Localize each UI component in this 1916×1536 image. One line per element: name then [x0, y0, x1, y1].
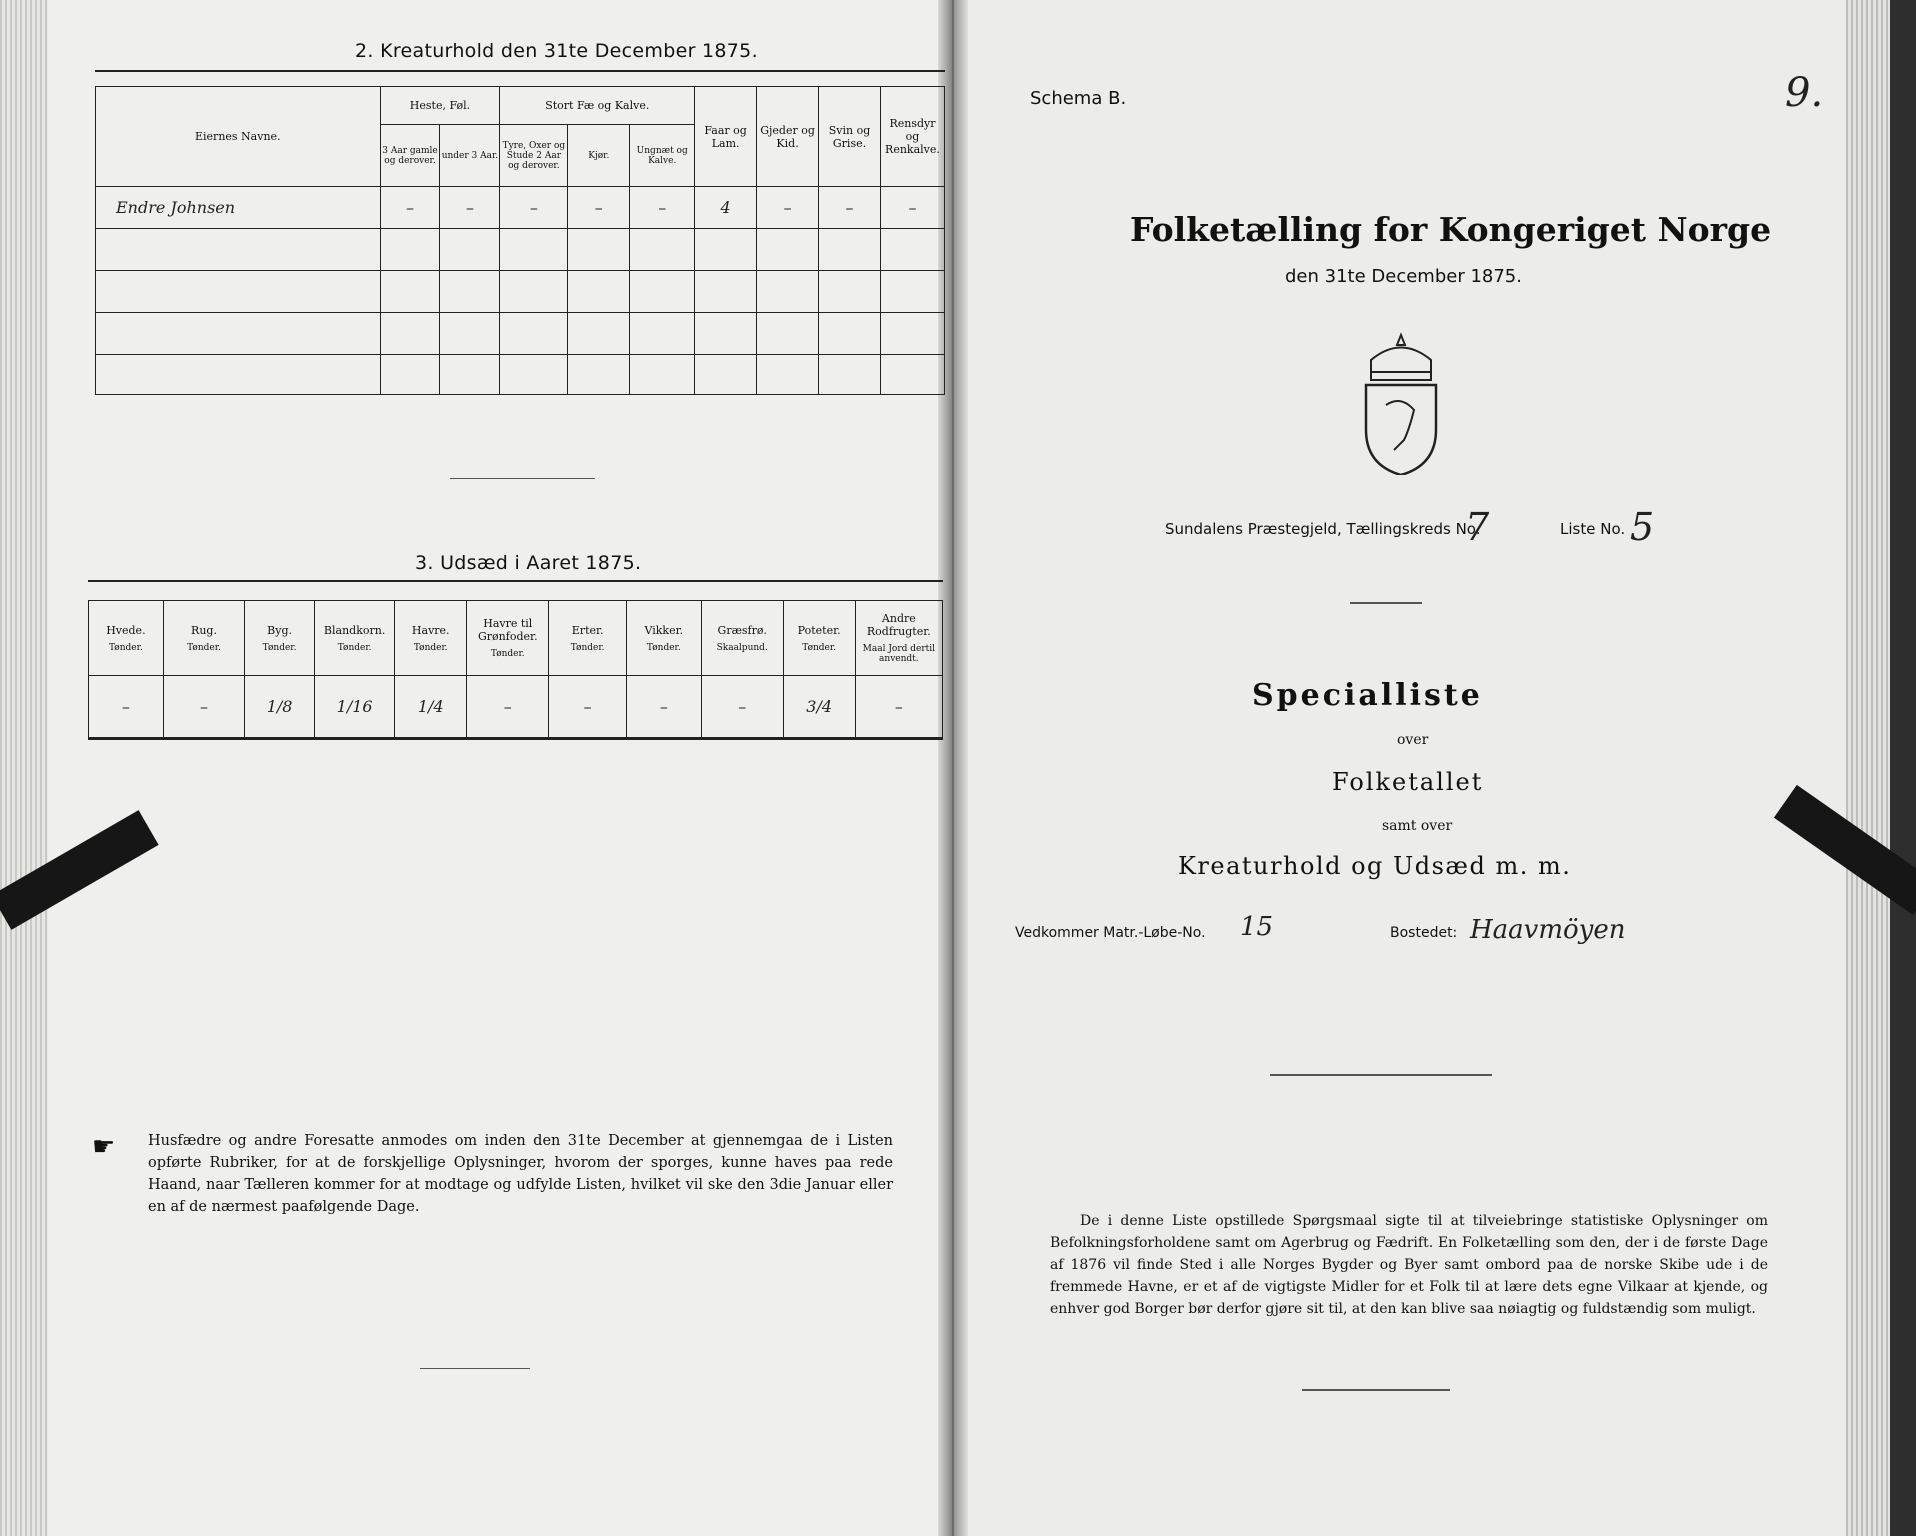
- table-cell: –: [440, 187, 500, 229]
- footer-notice: De i denne Liste opstillede Spørgsmaal sigte til at tilveiebringe statistiske Oplysninger om Befolkningsforholdene samt om Agerbrug og Fædrift. En Folketælling som den, der i de første Dage af 1876 vil finde Sted i alle Norges Bygder og Byer samt ombord paa de norske Skibe ude i de fremmede Havne, er et af de vigtigste Midler for et Folk til at lære dets egne Vilkaar at kjende, og enhver god Borger bør derfor gjøre sit til, at den kan blive saa nøiagtig og fuldstændig som muligt.: [1050, 1213, 1768, 1317]
- seed-value-cell: 1/8: [245, 676, 315, 738]
- seed-value-cell: 1/16: [314, 676, 394, 738]
- col-horses-young: under 3 Aar.: [440, 125, 500, 187]
- over-text: over: [1397, 732, 1429, 748]
- liste-number: 5: [1630, 505, 1655, 549]
- seed-value-cell: –: [626, 676, 701, 738]
- seed-col-header: [701, 601, 783, 676]
- seed-col-name: Græsfrø.: [717, 623, 767, 637]
- specialliste-title: Specialliste: [1252, 678, 1483, 713]
- folketallet-text: Folketallet: [1332, 768, 1484, 796]
- pointing-hand-icon: ☛: [92, 1132, 116, 1162]
- section2-title: 2. Kreaturhold den 31te December 1875.: [355, 40, 758, 62]
- seed-col-header: [395, 601, 467, 676]
- census-date: den 31te December 1875.: [1285, 266, 1522, 287]
- seed-col-unit: Tønder.: [187, 642, 221, 653]
- left-page-edge: [0, 0, 48, 1536]
- col-owner-header: Eiernes Navne.: [96, 87, 381, 187]
- seed-col-name: Havre.: [411, 623, 450, 637]
- seed-col-name: Vikker.: [644, 623, 684, 637]
- table-cell: –: [819, 187, 881, 229]
- seed-value-cell: 3/4: [783, 676, 855, 738]
- seed-col-header: [314, 601, 394, 676]
- seed-value-cell: –: [855, 676, 942, 738]
- scanner-border: [1890, 0, 1916, 1536]
- matr-number: 15: [1240, 912, 1274, 942]
- samt-over-text: samt over: [1382, 818, 1453, 834]
- section3-title: 3. Udsæd i Aaret 1875.: [415, 552, 642, 574]
- seed-col-header: [783, 601, 855, 676]
- coat-of-arms-icon: [1346, 330, 1456, 475]
- seed-col-name: Blandkorn.: [323, 623, 386, 637]
- table-row-empty: [96, 271, 945, 313]
- livestock-table: [95, 86, 945, 395]
- divider: [450, 478, 595, 479]
- section3-bottom-rule: [88, 738, 943, 740]
- table-row-empty: [96, 355, 945, 395]
- col-horses-header: Heste, Føl.: [380, 87, 500, 125]
- seed-value-cell: –: [701, 676, 783, 738]
- schema-label: Schema B.: [1030, 88, 1127, 109]
- seed-value-cell: –: [467, 676, 549, 738]
- table-row-empty: [96, 229, 945, 271]
- seed-col-header: [89, 601, 164, 676]
- seed-col-header: [467, 601, 549, 676]
- seed-col-header: [549, 601, 627, 676]
- table-row: [96, 187, 945, 229]
- seed-value-cell: –: [89, 676, 164, 738]
- page-number: 9.: [1785, 70, 1824, 116]
- section2-top-rule: [95, 70, 945, 72]
- seed-col-name: Erter.: [571, 623, 604, 637]
- col-goats-header: Gjeder og Kid.: [757, 87, 819, 187]
- seed-col-unit: Skaalpund.: [716, 642, 768, 653]
- seed-col-header: [163, 601, 244, 676]
- bosted-label: Bostedet:: [1390, 925, 1458, 941]
- seed-col-unit: Tønder.: [337, 642, 372, 653]
- seed-col-unit: Tønder.: [262, 642, 297, 653]
- seed-col-unit: Maal Jord dertil anvendt.: [862, 644, 936, 664]
- seed-value-cell: –: [549, 676, 627, 738]
- table-cell: –: [380, 187, 440, 229]
- col-cattle-header: Stort Fæ og Kalve.: [500, 87, 695, 125]
- seed-value-cell: –: [163, 676, 244, 738]
- divider: [1302, 1389, 1450, 1391]
- table-cell: –: [568, 187, 630, 229]
- col-sheep-header: Faar og Lam.: [695, 87, 757, 187]
- seed-col-name: Poteter.: [797, 623, 841, 637]
- divider: [1350, 602, 1422, 604]
- table-cell: –: [880, 187, 944, 229]
- table-cell: 4: [695, 187, 757, 229]
- table-cell: –: [630, 187, 695, 229]
- section3-top-rule: [88, 580, 943, 582]
- owner-name-cell: Endre Johnsen: [96, 187, 381, 229]
- col-pigs-header: Svin og Grise.: [819, 87, 881, 187]
- seed-col-unit: Tønder.: [109, 642, 143, 653]
- col-cattle-young: Ungnæt og Kalve.: [630, 125, 695, 187]
- seed-col-header: [855, 601, 942, 676]
- divider: [1270, 1074, 1492, 1076]
- seed-col-unit: Tønder.: [413, 642, 448, 653]
- col-reindeer-header: Rensdyr og Renkalve.: [880, 87, 944, 187]
- instructions-notice: Husfædre og andre Foresatte anmodes om inden den 31te December at gjennemgaa de i Listen opførte Rubriker, for at de forskjellige Oplysninger, hvorom der sporges, kunne haves paa rede Haand, naar Tælleren kommer for at modtage og udfylde Listen, hvilket vil ske den 3die Januar eller en af de nærmest paafølgende Dage.: [148, 1133, 893, 1215]
- seed-col-name: Rug.: [191, 623, 217, 637]
- district-number: 7: [1465, 505, 1490, 549]
- bosted-value: Haavmöyen: [1470, 915, 1626, 945]
- seed-col-unit: Tønder.: [646, 642, 681, 653]
- seed-value-cell: 1/4: [395, 676, 467, 738]
- seed-col-name: Andre Rodfrugter.: [866, 612, 931, 638]
- district-label: Sundalens Præstegjeld, Tællingskreds No.: [1165, 520, 1481, 538]
- seed-col-header: [245, 601, 315, 676]
- seed-col-header: [626, 601, 701, 676]
- table-row-empty: [96, 313, 945, 355]
- seed-col-unit: Tønder.: [802, 642, 837, 653]
- matr-label: Vedkommer Matr.-Løbe-No.: [1015, 925, 1206, 941]
- table-cell: –: [500, 187, 568, 229]
- seed-col-name: Havre til Grønfoder.: [478, 617, 538, 643]
- seed-col-name: Byg.: [267, 623, 292, 637]
- table-cell: –: [757, 187, 819, 229]
- seed-col-unit: Tønder.: [570, 642, 605, 653]
- col-cattle-bulls: Tyre, Oxer og Stude 2 Aar og derover.: [500, 125, 568, 187]
- seed-table: [88, 600, 943, 738]
- divider: [420, 1368, 530, 1369]
- seed-col-name: Hvede.: [106, 623, 146, 637]
- col-horses-adult: 3 Aar gamle og derover.: [380, 125, 440, 187]
- seed-col-unit: Tønder.: [490, 649, 525, 659]
- col-cattle-cows: Kjør.: [568, 125, 630, 187]
- kreaturhold-text: Kreaturhold og Udsæd m. m.: [1178, 852, 1572, 880]
- main-title: Folketælling for Kongeriget Norge: [1130, 210, 1772, 249]
- liste-label: Liste No.: [1560, 520, 1626, 538]
